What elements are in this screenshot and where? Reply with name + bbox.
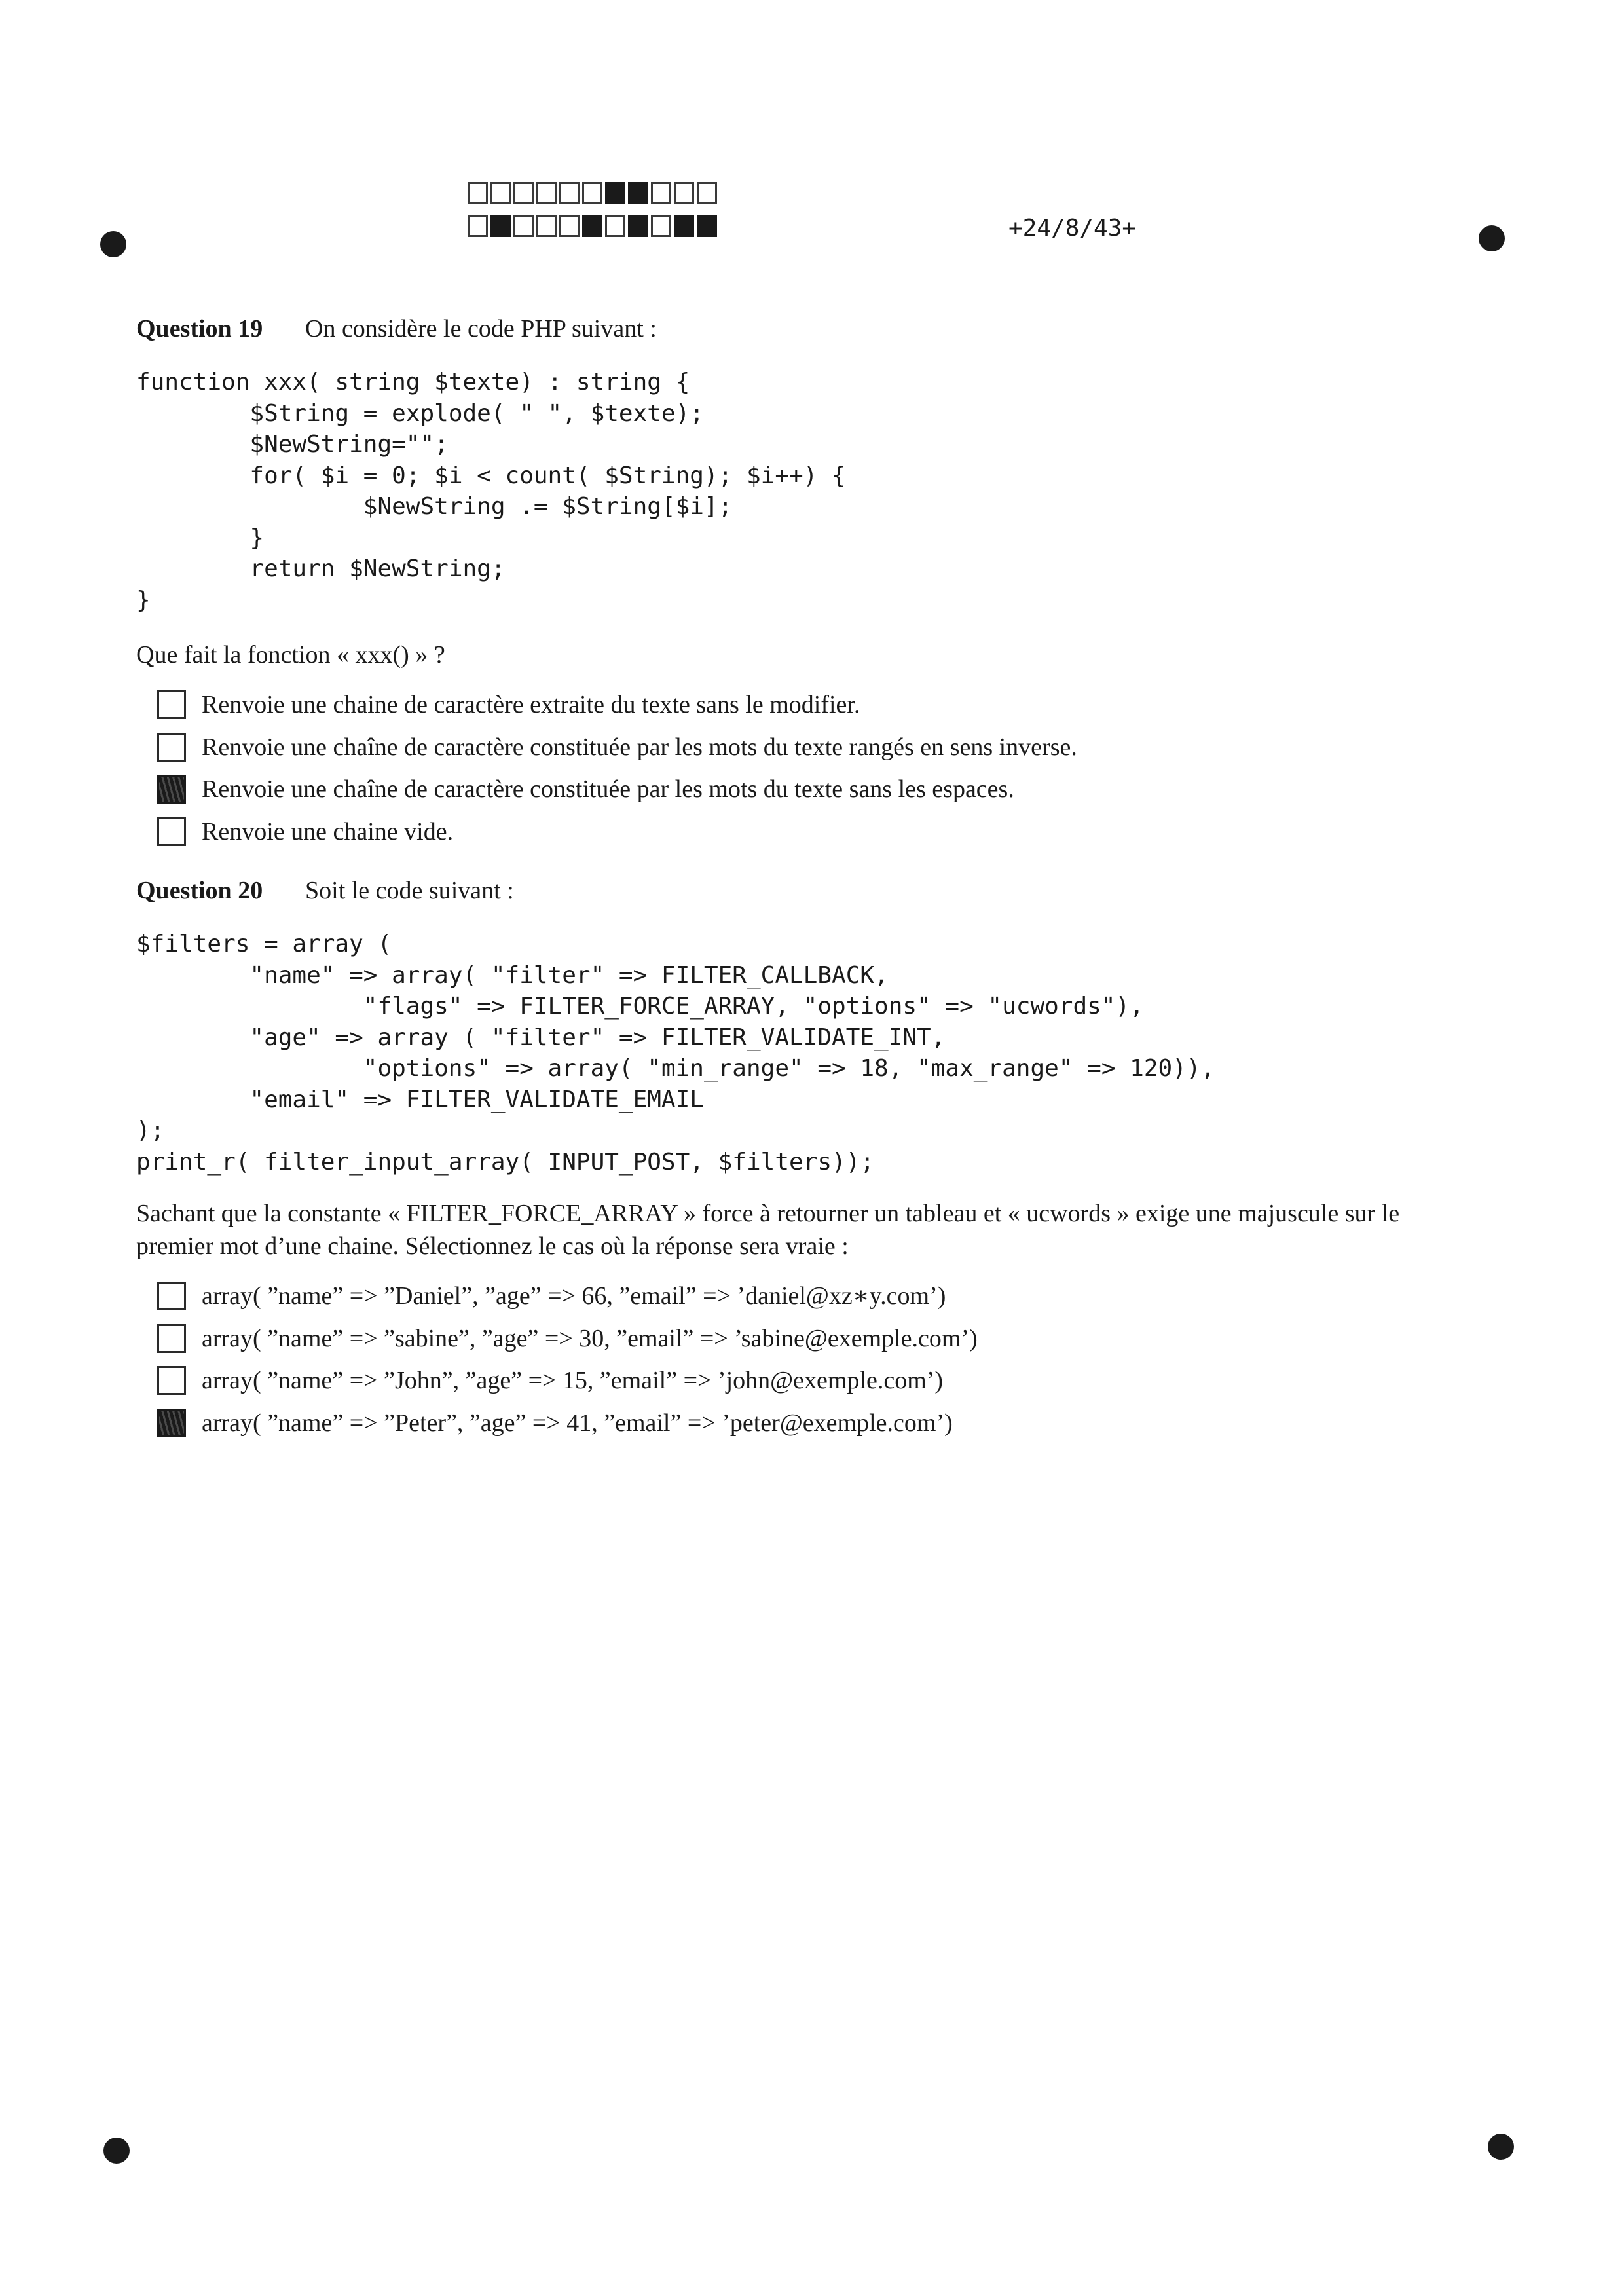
barcode-cell — [674, 182, 694, 204]
answer-option — [157, 815, 1077, 857]
barcode-cell — [559, 215, 580, 237]
question-prompt: Soit le code suivant : — [305, 877, 514, 904]
barcode-cell — [468, 182, 488, 204]
answer-text: array( ”name” => ”John”, ”age” => 15, ”email” => ’john@exemple.com’) — [202, 1367, 944, 1394]
answer-option — [157, 1406, 978, 1449]
question-19-answers — [157, 688, 1077, 857]
barcode-cell — [651, 182, 671, 204]
barcode-cell — [536, 215, 557, 237]
question-20-header — [136, 876, 514, 905]
corner-registration-mark — [1488, 2134, 1514, 2160]
corner-registration-mark — [100, 231, 126, 257]
barcode-cell — [513, 215, 534, 237]
question-20-explanation-line-2: premier mot d’une chaine. Sélectionnez le cas où la réponse sera vraie : — [136, 1232, 849, 1260]
answer-text: Renvoie une chaine de caractère extraite du texte sans le modifier. — [202, 691, 860, 718]
answer-checkbox[interactable] — [157, 1366, 186, 1395]
barcode-cell — [513, 182, 534, 204]
answer-checkbox[interactable] — [157, 733, 186, 762]
answer-text: array( ”name” => ”Daniel”, ”age” => 66, ”email” => ’daniel@xz∗y.com’) — [202, 1282, 946, 1310]
answer-option — [157, 1322, 978, 1364]
answer-text: array( ”name” => ”Peter”, ”age” => 41, ”email” => ’peter@exemple.com’) — [202, 1409, 953, 1437]
corner-registration-mark — [103, 2138, 130, 2164]
barcode-cell — [490, 215, 511, 237]
answer-text: Renvoie une chaîne de caractère constituée par les mots du texte rangés en sens inverse. — [202, 733, 1077, 761]
answer-option — [157, 1279, 978, 1322]
barcode-cell — [651, 215, 671, 237]
question-19-question: Que fait la fonction « xxx() » ? — [136, 641, 445, 669]
answer-text: Renvoie une chaine vide. — [202, 817, 454, 845]
answer-option — [157, 730, 1077, 773]
page-identifier: +24/8/43+ — [1008, 215, 1137, 242]
corner-registration-mark — [1479, 225, 1505, 251]
answer-option — [157, 688, 1077, 730]
question-19-header — [136, 314, 657, 343]
question-label: Question 19 — [136, 315, 263, 343]
barcode-cell — [697, 182, 717, 204]
barcode-cell — [674, 215, 694, 237]
barcode-cell — [605, 215, 625, 237]
page-barcode-row-2 — [468, 215, 720, 237]
answer-checkbox-checked[interactable] — [157, 775, 186, 804]
question-20-explanation-line-1: Sachant que la constante « FILTER_FORCE_ARRAY » force à retourner un tableau et « ucwords » exige une majuscule sur le — [136, 1200, 1400, 1227]
answer-option — [157, 1363, 978, 1406]
answer-checkbox-checked[interactable] — [157, 1409, 186, 1437]
barcode-cell — [605, 182, 625, 204]
question-prompt: On considère le code PHP suivant : — [305, 315, 657, 343]
answer-option — [157, 772, 1077, 815]
barcode-cell — [559, 182, 580, 204]
answer-text: array( ”name” => ”sabine”, ”age” => 30, ”email” => ’sabine@exemple.com’) — [202, 1324, 978, 1352]
answer-checkbox[interactable] — [157, 690, 186, 719]
barcode-cell — [697, 215, 717, 237]
page-barcode-row-1 — [468, 182, 720, 204]
barcode-cell — [536, 182, 557, 204]
question-20-answers — [157, 1279, 978, 1448]
barcode-cell — [468, 215, 488, 237]
question-20-code-block: $filters = array ( "name" => array( "filter" => FILTER_CALLBACK, "flags" => FILTER_FORCE_ARRAY, "options" => "ucwords"), "age" => array ( "filter" => FILTER_VALIDATE_INT, "options" => array( "min_range" => 18, "max_range" => 120)), "email" => FILTER_VALIDATE_EMAIL ); print_r( filter_input_array( INPUT_POST, $filters)); — [136, 931, 1215, 1176]
barcode-cell — [582, 182, 602, 204]
barcode-cell — [628, 215, 648, 237]
answer-checkbox[interactable] — [157, 817, 186, 846]
question-label: Question 20 — [136, 877, 263, 904]
answer-text: Renvoie une chaîne de caractère constituée par les mots du texte sans les espaces. — [202, 775, 1014, 803]
answer-checkbox[interactable] — [157, 1324, 186, 1353]
question-19-code-block: function xxx( string $texte) : string { $String = explode( " ", $texte); $NewString=""; for( $i = 0; $i < count( $String); $i++) { $NewString .= $String[$i]; } return $NewString; } — [136, 369, 846, 614]
barcode-cell — [628, 182, 648, 204]
answer-checkbox[interactable] — [157, 1282, 186, 1310]
barcode-cell — [582, 215, 602, 237]
barcode-cell — [490, 182, 511, 204]
